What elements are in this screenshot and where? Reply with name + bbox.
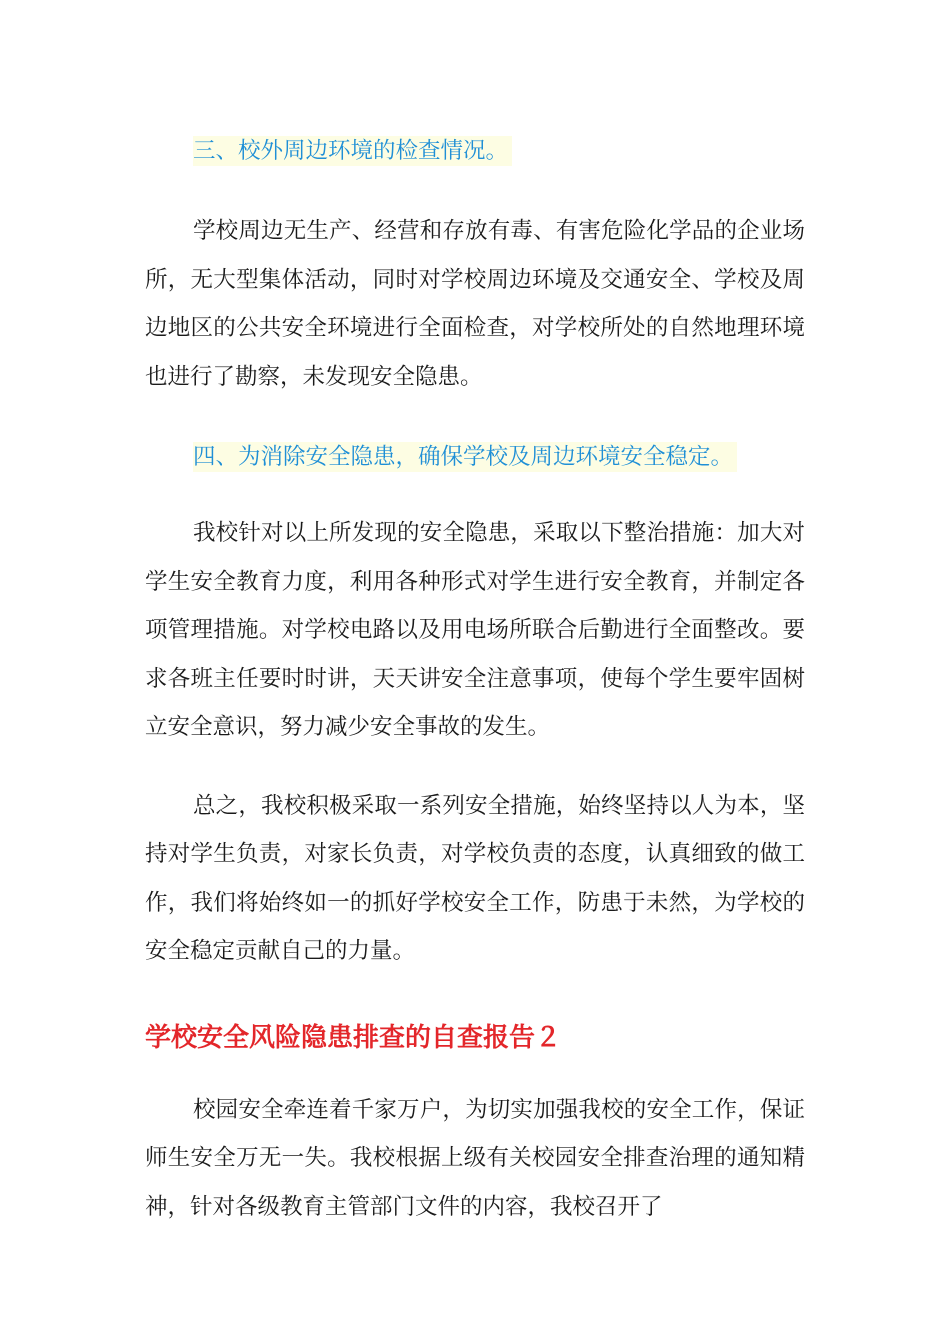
section-heading-3-text: 三、校外周边环境的检查情况。 [193,136,512,166]
section-heading-4-text: 四、为消除安全隐患，确保学校及周边环境安全稳定。 [193,442,737,472]
report-2-title: 学校安全风险隐患排查的自查报告２ [145,1022,562,1053]
section-heading-4 [145,438,805,476]
report-2-paragraph: 校园安全牵连着千家万户，为切实加强我校的安全工作，保证师生安全万无一失。我校根据上级有关校园安全排查治理的通知精神，针对各级教育主管部门文件的内容，我校召开了 [145,1096,805,1220]
section-4-paragraph-2: 总之，我校积极采取一系列安全措施，始终坚持以人为本，坚持对学生负责，对家长负责，对学校负责的态度，认真细致的做工作，我们将始终如一的抓好学校安全工作，防患于未然，为学校的安全稳定贡献自己的力量。 [145,792,805,964]
section-heading-3 [145,132,805,170]
section-3-paragraph: 学校周边无生产、经营和存放有毒、有害危险化学品的企业场所，无大型集体活动，同时对学校周边环境及交通安全、学校及周边地区的公共安全环境进行全面检查，对学校所处的自然地理环境也进行了勘察，未发现安全隐患。 [145,218,805,390]
section-4-paragraph-1: 我校针对以上所发现的安全隐患，采取以下整治措施：加大对学生安全教育力度，利用各种形式对学生进行安全教育，并制定各项管理措施。对学校电路以及用电场所联合后勤进行全面整改。要求各班主任要时时讲，天天讲安全注意事项，使每个学生要牢固树立安全意识，努力减少安全事故的发生。 [145,520,805,740]
document-body [145,132,805,1231]
